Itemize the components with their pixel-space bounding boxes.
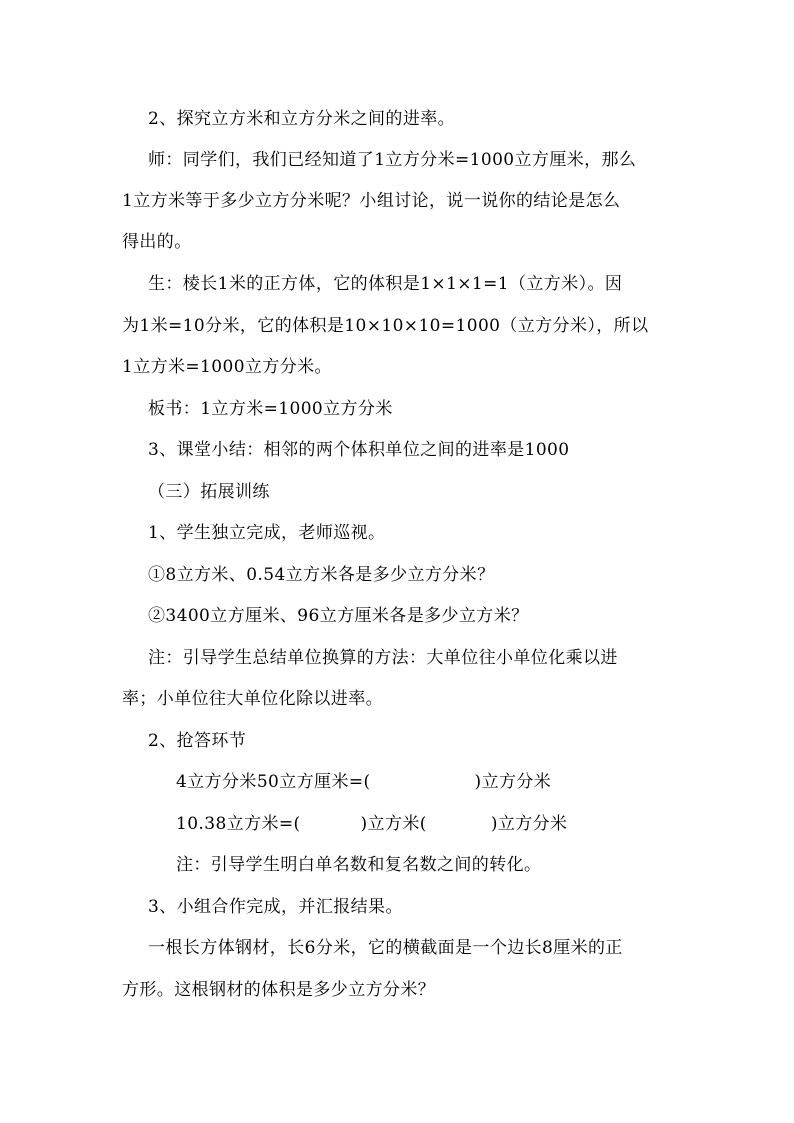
- task-1-question-b: ②3400立方厘米、96立方厘米各是多少立方米？: [148, 606, 529, 626]
- exercise-2-middle: )立方米(: [360, 814, 427, 834]
- exercise-2-after: )立方分米: [490, 814, 568, 834]
- exercise-1: [176, 770, 551, 794]
- note-conversion-line-1: 注：引导学生总结单位换算的方法：大单位往小单位化乘以进: [148, 648, 618, 668]
- note-compound-numbers: 注：引导学生明白单名数和复名数之间的转化。: [176, 855, 542, 875]
- section-heading-extension: （三）拓展训练: [148, 482, 270, 502]
- task-2-heading: 2、抢答环节: [148, 731, 247, 751]
- task-3-heading: 3、小组合作完成，并汇报结果。: [148, 897, 403, 917]
- problem-line-1: 一根长方体钢材，长6分米，它的横截面是一个边长8厘米的正: [148, 938, 623, 958]
- problem-line-2: 方形。这根钢材的体积是多少立方分米？: [122, 980, 436, 1000]
- student-line-2: 为1米=10分米，它的体积是10×10×10=1000（立方分米），所以: [122, 316, 649, 336]
- exercise-2: [176, 812, 567, 836]
- teacher-line-1: 师：同学们，我们已经知道了1立方分米=1000立方厘米，那么: [148, 150, 637, 170]
- task-1-heading: 1、学生独立完成，老师巡视。: [148, 523, 386, 543]
- teacher-line-3: 得出的。: [122, 232, 192, 252]
- student-line-3: 1立方米=1000立方分米。: [122, 357, 332, 377]
- class-summary: 3、课堂小结：相邻的两个体积单位之间的进率是1000: [148, 440, 570, 460]
- task-1-question-a: ①8立方米、0.54立方米各是多少立方分米？: [148, 565, 495, 585]
- exercise-1-after: )立方分米: [474, 772, 552, 792]
- student-line-1: 生：棱长1米的正方体，它的体积是1×1×1=1（立方米）。因: [148, 274, 623, 294]
- note-conversion-line-2: 率；小单位往大单位化除以进率。: [122, 689, 383, 709]
- heading-explore-rate: 2、探究立方米和立方分米之间的进率。: [148, 109, 456, 129]
- exercise-1-before: 4立方分米50立方厘米=(: [176, 772, 371, 792]
- teacher-line-2: 1立方米等于多少立方分米呢？小组讨论，说一说你的结论是怎么: [122, 191, 621, 211]
- board-note: 板书：1立方米=1000立方分米: [148, 399, 393, 419]
- exercise-2-before: 10.38立方米=(: [176, 814, 301, 834]
